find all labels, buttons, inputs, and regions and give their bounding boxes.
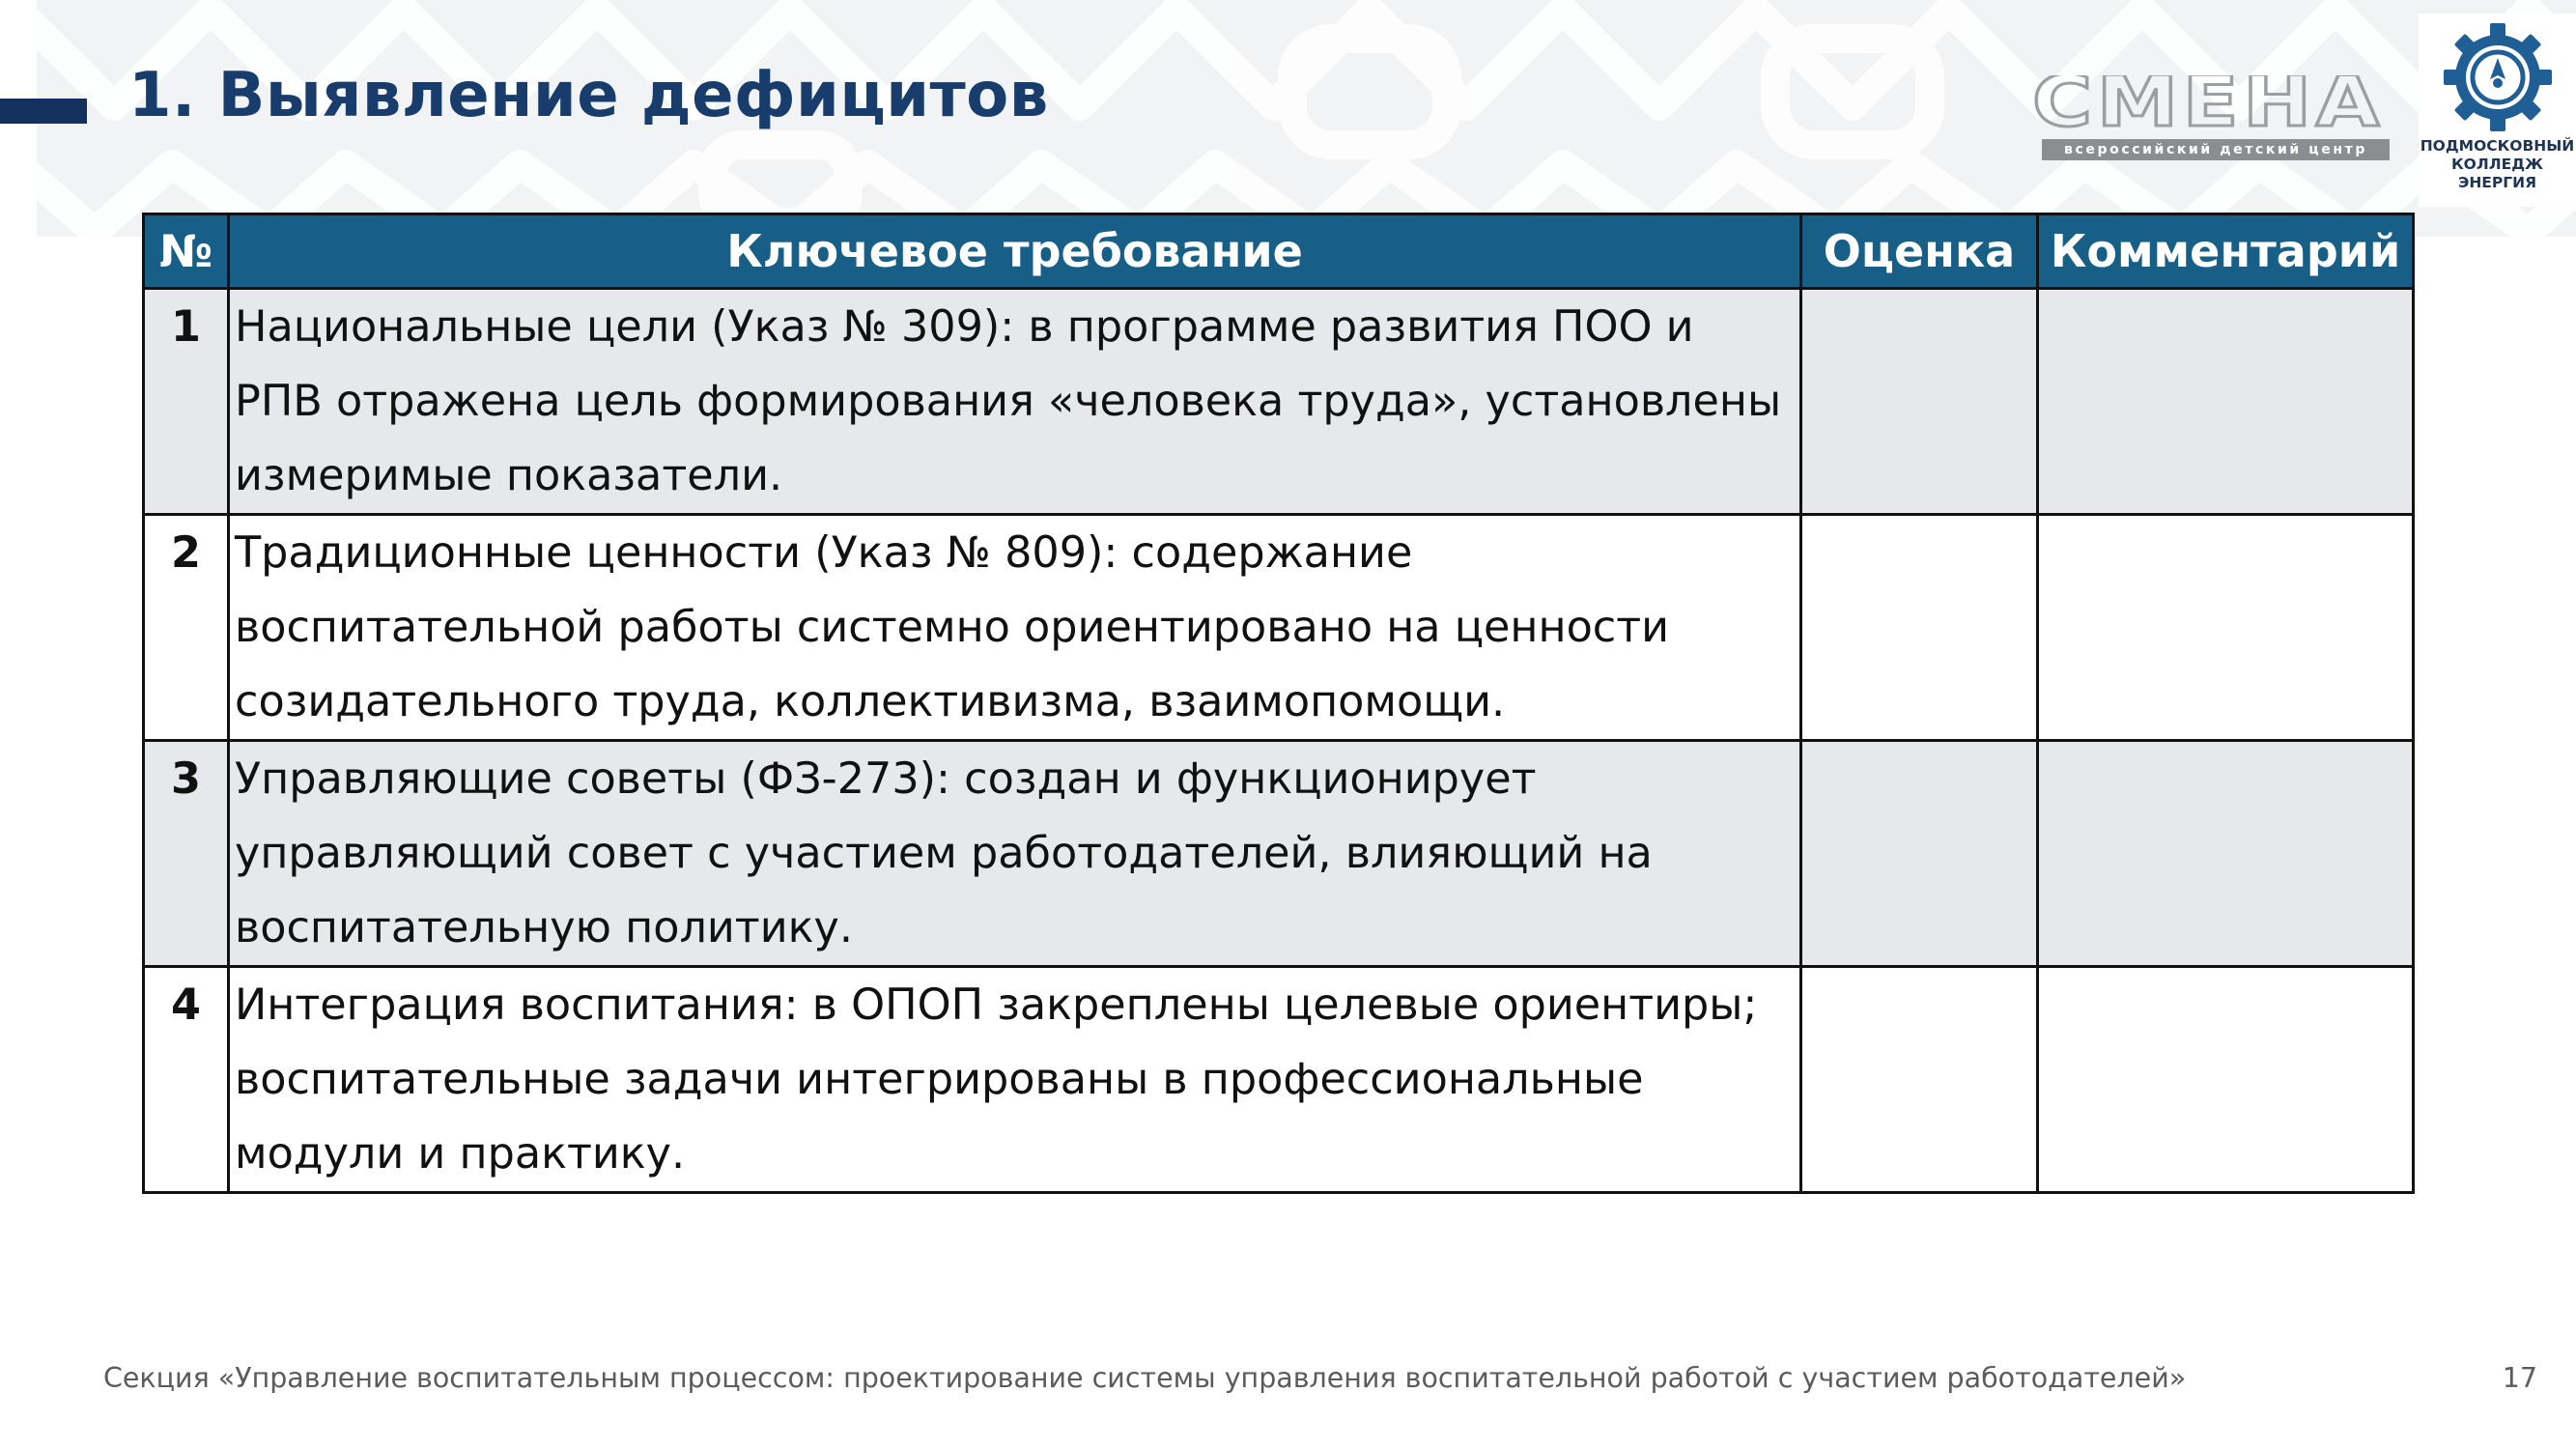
college-name: ПОДМОСКОВНЫЙ КОЛЛЕДЖ ЭНЕРГИЯ xyxy=(2420,137,2575,191)
comment-cell[interactable] xyxy=(2038,515,2414,741)
row-number: 4 xyxy=(144,967,229,1193)
comment-cell[interactable] xyxy=(2038,289,2414,515)
college-logo xyxy=(2419,14,2576,207)
header-requirement: Ключевое требование xyxy=(229,214,1801,289)
header-score: Оценка xyxy=(1801,214,2038,289)
row-number: 1 xyxy=(144,289,229,515)
table-row xyxy=(144,967,2414,1193)
requirement-cell: Интеграция воспитания: в ОПОП закреплены целевые ориентиры; воспитательные задачи интегрированы в профессиональные модули и практику. xyxy=(229,967,1801,1193)
header-comment: Комментарий xyxy=(2038,214,2414,289)
slide-title: 1. Выявление дефицитов xyxy=(128,60,1049,131)
row-number: 3 xyxy=(144,741,229,967)
table-row xyxy=(144,741,2414,967)
title-accent-bar xyxy=(0,99,87,124)
requirements-table xyxy=(142,213,2415,1194)
score-cell[interactable] xyxy=(1801,289,2038,515)
table-row xyxy=(144,515,2414,741)
requirement-cell: Традиционные ценности (Указ № 809): содержание воспитательной работы системно ориентировано на ценности созидательного труда, коллективизма, взаимопомощи. xyxy=(229,515,1801,741)
row-number: 2 xyxy=(144,515,229,741)
smena-subtitle: всероссийский детский центр xyxy=(2042,139,2390,160)
table-row xyxy=(144,289,2414,515)
score-cell[interactable] xyxy=(1801,741,2038,967)
requirement-cell: Управляющие советы (ФЗ-273): создан и функционирует управляющий совет с участием работодателей, влияющий на воспитательную политику. xyxy=(229,741,1801,967)
table-header-row xyxy=(144,214,2414,289)
page-number: 17 xyxy=(2502,1362,2537,1394)
score-cell[interactable] xyxy=(1801,967,2038,1193)
header-number: № xyxy=(144,214,229,289)
gear-emblem-icon xyxy=(2440,19,2556,135)
svg-text:СМЕНА: СМЕНА xyxy=(2032,75,2384,133)
comment-cell[interactable] xyxy=(2038,967,2414,1193)
smena-wordmark xyxy=(2028,75,2388,133)
footer-section-caption: Секция «Управление воспитательным процессом: проектирование системы управления воспитательной работой с участием работодателей» xyxy=(103,1362,2187,1394)
comment-cell[interactable] xyxy=(2038,741,2414,967)
smena-logo xyxy=(2028,75,2388,162)
score-cell[interactable] xyxy=(1801,515,2038,741)
requirement-cell: Национальные цели (Указ № 309): в программе развития ПОО и РПВ отражена цель формирования «человека труда», установлены измеримые показатели. xyxy=(229,289,1801,515)
